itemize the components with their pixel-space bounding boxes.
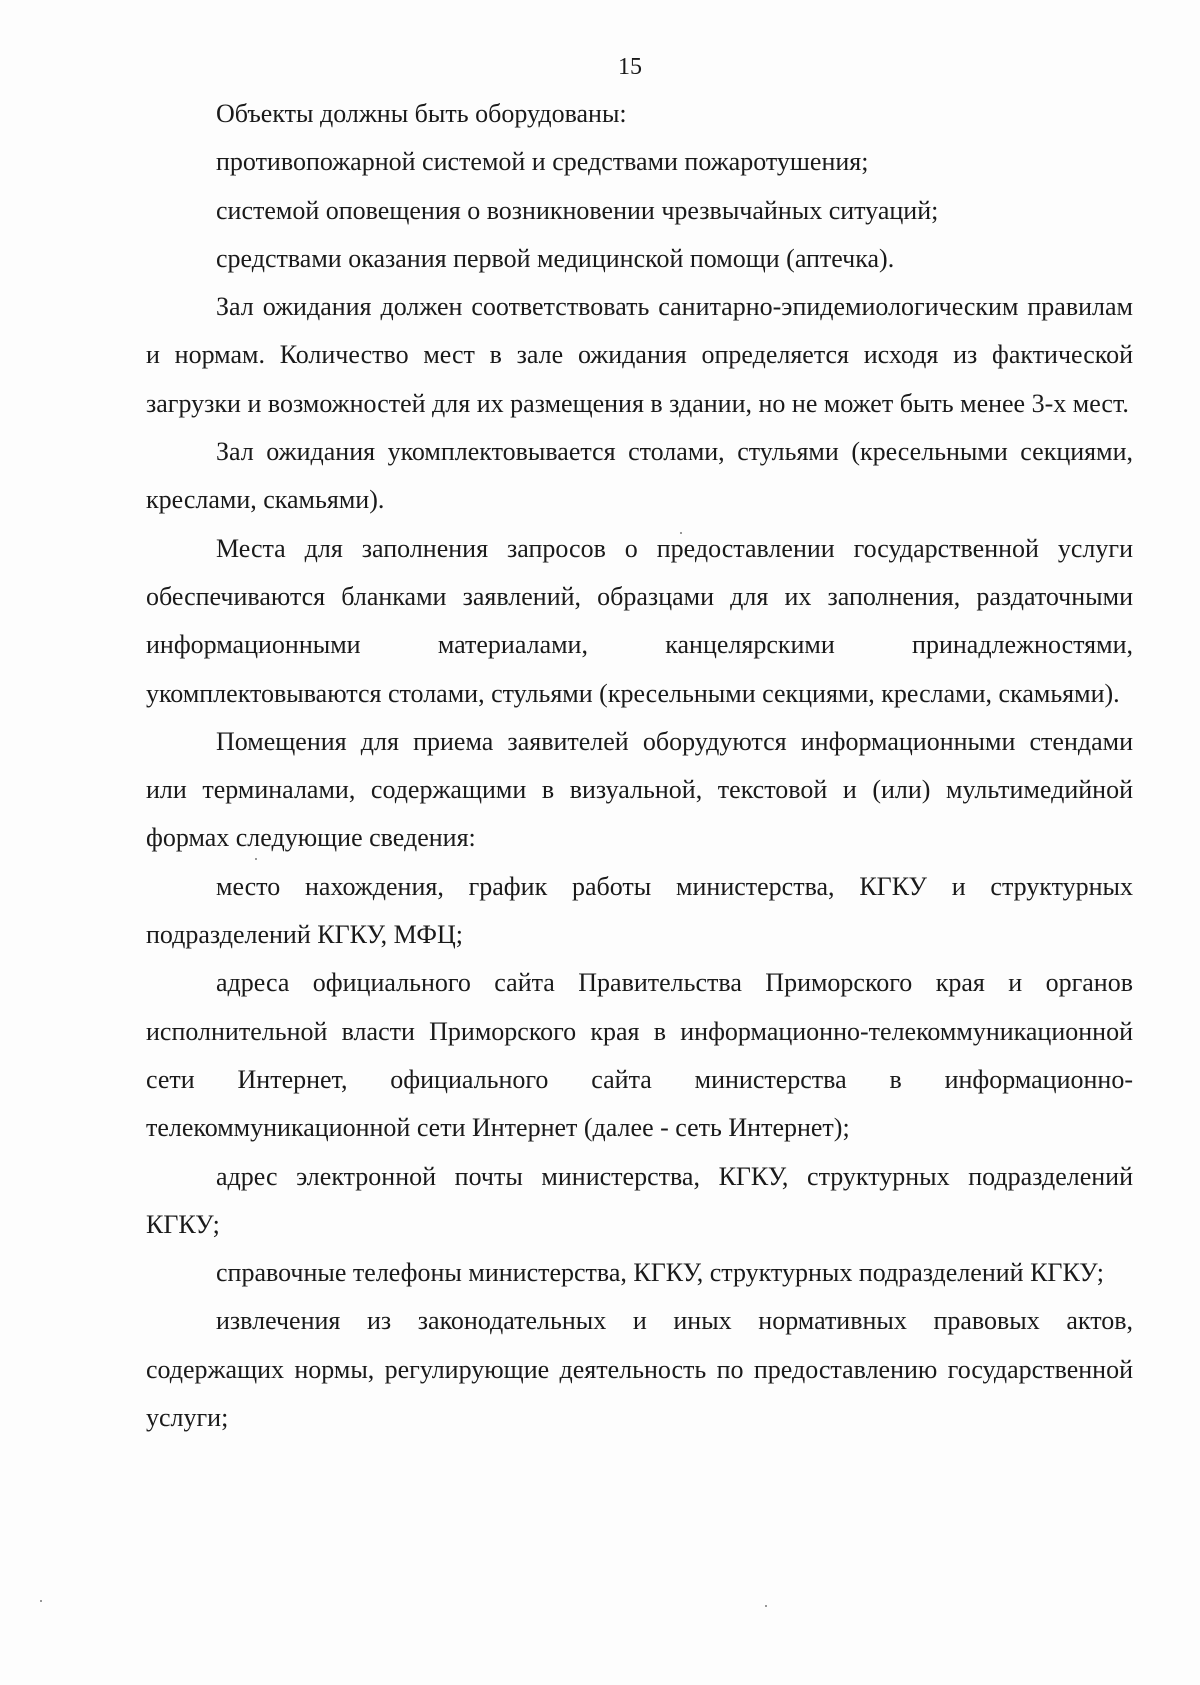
paragraph-phones: справочные телефоны министерства, КГКУ, структурных подразделений КГКУ;: [216, 1258, 1104, 1288]
scan-speck: [255, 858, 257, 860]
paragraph-legal-extracts: извлечения из законодательных и иных нормативных правовых актов, содержащих нормы, регулирующие деятельность по предоставлению государственной услуги;: [146, 1306, 1133, 1433]
paragraph-first-aid: средствами оказания первой медицинской помощи (аптечка).: [216, 243, 895, 273]
scan-speck: [40, 1600, 42, 1602]
paragraph-fire-system: противопожарной системой и средствами пожаротушения;: [216, 147, 869, 177]
paragraph-info-stands: Помещения для приема заявителей оборудуются информационными стендами или терминалами, содержащими в визуальной, текстовой и (или) мультимедийной формах следующие сведения:: [146, 726, 1133, 853]
paragraph-equipment-intro: Объекты должны быть оборудованы:: [216, 99, 627, 128]
document-body: [146, 90, 1133, 1442]
paragraph-alert-system: системой оповещения о возникновении чрезвычайных ситуаций;: [216, 195, 939, 225]
paragraph-waiting-hall-furniture: Зал ожидания укомплектовывается столами, стульями (кресельными секциями, креслами, скамьями).: [146, 437, 1133, 515]
paragraph-official-sites: адреса официального сайта Правительства Приморского края и органов исполнительной власти Приморского края в информационно-телекоммуникационной сети Интернет, официального сайта министерства в информационно-телекоммуникационной сети Интернет (далее - сеть Интернет);: [146, 968, 1133, 1143]
paragraph-email: адрес электронной почты министерства, КГКУ, структурных подразделений КГКУ;: [146, 1161, 1133, 1239]
scan-speck: [765, 1605, 767, 1607]
paragraph-request-places: Места для заполнения запросов о предоставлении государственной услуги обеспечиваются бланками заявлений, образцами для их заполнения, раздаточными информационными материалами, канцелярскими принадлежностями, укомплектовываются столами, стульями (кресельными секциями, креслами, скамьями).: [146, 533, 1133, 708]
paragraph-location-schedule: место нахождения, график работы министерства, КГКУ и структурных подразделений КГКУ, МФЦ;: [146, 871, 1133, 950]
scan-speck: [680, 532, 682, 534]
page-number: 15: [618, 54, 642, 80]
paragraph-waiting-hall-norms: Зал ожидания должен соответствовать санитарно-эпидемиологическим правилам и нормам. Количество мест в зале ожидания определяется исходя из фактической загрузки и возможностей для их размещения в здании, но не может быть менее 3-х мест.: [146, 292, 1133, 418]
